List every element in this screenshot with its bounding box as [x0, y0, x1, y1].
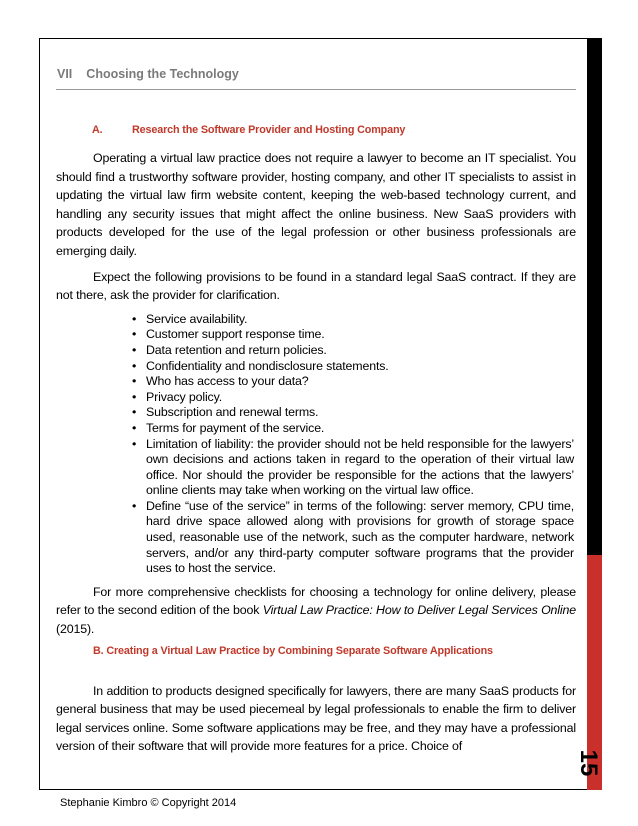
list-item: • Who has access to your data?: [132, 374, 574, 390]
section-a-heading: [92, 122, 576, 138]
page-number: 15: [575, 749, 602, 777]
chapter-number: VII: [57, 67, 73, 81]
section-b-heading: B. Creating a Virtual Law Practice by Combining Separate Software Applications: [93, 644, 493, 657]
section-a-paragraph-3: [56, 583, 576, 639]
section-a-letter: A.: [92, 124, 103, 136]
chapter-heading: [57, 67, 239, 81]
list-item: • Terms for payment of the service.: [132, 421, 574, 437]
list-item: • Subscription and renewal terms.: [132, 405, 574, 421]
book-reference-year: (2015).: [56, 622, 95, 637]
list-item: • Service availability.: [132, 312, 574, 328]
book-reference-lead: For more comprehensive checklists for choosing a technology for online delivery, please refer to the second edition of the book: [56, 584, 576, 618]
list-item: • Data retention and return policies.: [132, 343, 574, 359]
list-item: • Customer support response time.: [132, 327, 574, 343]
list-item: • Define “use of the service” in terms of the following: server memory, CPU time, hard drive space allowed along with provisions for growth of storage space used, reasonable use of the network, such as the computer hardware, network servers, and/or any third-party computer software programs that the provider uses to host the service.: [132, 499, 574, 577]
list-item: • Limitation of liability: the provider should not be held responsible for the lawyers’ own decisions and actions taken in regard to the operation of their virtual law office. Nor should the provider be responsible for the actions that the lawyers’ online clients may take when working on the virtual law office.: [132, 437, 574, 499]
provisions-list: [132, 312, 574, 577]
page-body: [56, 122, 576, 756]
section-a-paragraph-1: Operating a virtual law practice does not require a lawyer to become an IT specialist. You should find a trustworthy software provider, hosting company, and other IT specialists to assist in updating the virtual law firm website content, keeping the web-based technology current, and handling any security issues that might affect the online business. New SaaS providers with products developed for the use of the legal profession or other business professionals are emerging daily.: [56, 151, 576, 258]
footer-copyright: Stephanie Kimbro © Copyright 2014: [60, 797, 237, 809]
chapter-title: Choosing the Technology: [86, 67, 239, 81]
section-b-paragraph-1: In addition to products designed specifically for lawyers, there are many SaaS products for general business that may be used piecemeal by legal professionals to enable the firm to deliver legal services online. Some software applications may be free, and they may have a professional version of their software that will provide more features for a price. Choice of: [56, 683, 576, 754]
section-a-title: Research the Software Provider and Hosting Company: [132, 124, 406, 136]
chapter-divider: [56, 89, 576, 90]
book-title: Virtual Law Practice: How to Deliver Legal Services Online: [262, 603, 576, 618]
list-item: • Privacy policy.: [132, 390, 574, 406]
side-bar-dark: [587, 38, 602, 555]
list-item: • Confidentiality and nondisclosure statements.: [132, 359, 574, 375]
section-a-paragraph-2: Expect the following provisions to be found in a standard legal SaaS contract. If they are not there, ask the provider for clarification.: [56, 269, 576, 303]
